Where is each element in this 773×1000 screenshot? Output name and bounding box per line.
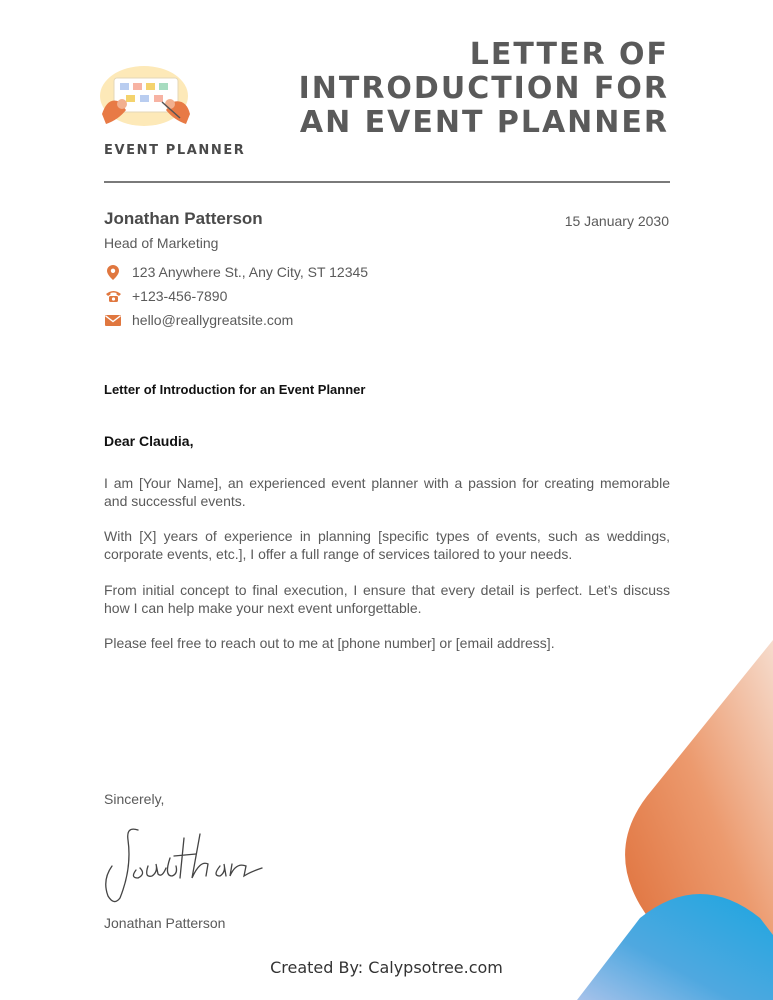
- header-divider: [104, 181, 670, 183]
- letter-greeting: Dear Claudia,: [104, 433, 194, 449]
- title-line: INTRODUCTION FOR: [298, 71, 669, 106]
- email-text: hello@reallygreatsite.com: [132, 312, 294, 328]
- contact-email: [104, 312, 293, 328]
- planning-board-illustration: [100, 62, 196, 134]
- body-paragraph: I am [Your Name], an experienced event planner with a passion for creating memorable and successful events.: [104, 475, 670, 509]
- address-text: 123 Anywhere St., Any City, ST 12345: [132, 264, 369, 280]
- footer-credit: Created By: Calypsotree.com: [270, 958, 503, 977]
- logo-text: EVENT PLANNER: [104, 143, 246, 158]
- signer-name: Jonathan Patterson: [104, 915, 226, 931]
- title-line: AN EVENT PLANNER: [299, 105, 669, 140]
- contact-phone: [104, 288, 227, 304]
- sender-role: Head of Marketing: [104, 235, 219, 251]
- body-paragraph: From initial concept to final execution, I ensure that every detail is perfect. Let’s discuss how I can help make your next event unforgettable.: [104, 582, 670, 616]
- blue-stripe-shape: [577, 894, 773, 1000]
- location-pin-icon: [104, 264, 122, 280]
- handwritten-signature: [100, 818, 270, 913]
- title-line: LETTER OF: [469, 37, 669, 72]
- phone-icon: [104, 288, 122, 304]
- letter-closing: Sincerely,: [104, 791, 165, 807]
- body-paragraph: Please feel free to reach out to me at [phone number] or [email address].: [104, 635, 555, 651]
- sender-name: Jonathan Patterson: [104, 209, 263, 228]
- envelope-icon: [104, 312, 122, 328]
- body-paragraph: With [X] years of experience in planning [specific types of events, such as weddings, corporate events, etc.], I offer a full range of services tailored to your needs.: [104, 528, 670, 562]
- event-planner-logo: [100, 62, 218, 134]
- orange-stripe-shape: [625, 640, 773, 1000]
- letter-date: 15 January 2030: [564, 213, 669, 229]
- letter-title: [249, 38, 669, 140]
- letter-subject: Letter of Introduction for an Event Planner: [104, 382, 366, 397]
- contact-address: [104, 264, 368, 280]
- phone-text: +123-456-7890: [132, 288, 228, 304]
